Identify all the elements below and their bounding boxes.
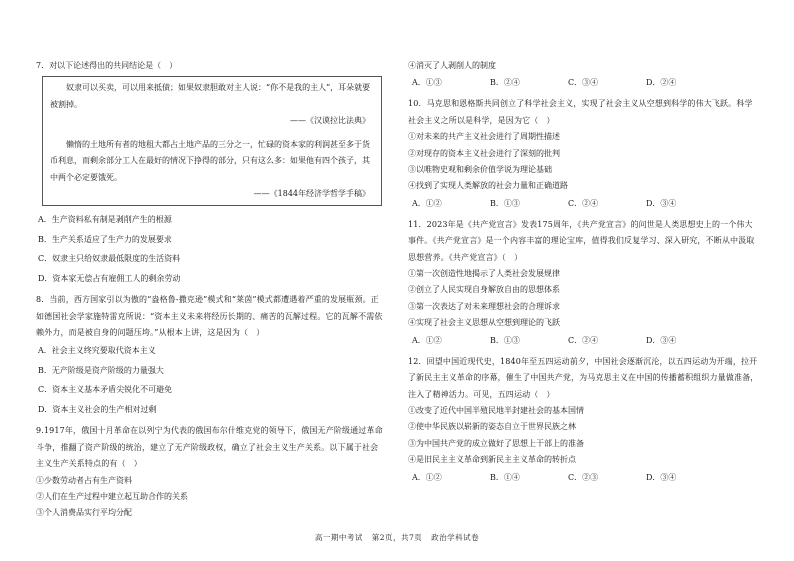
question-11 [408, 217, 760, 350]
question-10-statement-4: ④找到了实现人类解放的社会力量和正确道路 [408, 181, 568, 191]
question-10-stem: 10．马克思和恩格斯共同创立了科学社会主义，实现了社会主义从空想到科学的伟大飞跃。科学社会主义之所以是科学，是因为它（ ） [408, 99, 753, 125]
question-11-statement-4: ④实现了社会主义思想从空想到理论的飞跃 [408, 318, 560, 328]
question-10-statement-3: ③以唯物史观和剩余价值学说为理论基础 [408, 165, 552, 175]
question-9-continued [408, 58, 760, 92]
question-11-statement-2: ②创立了人民实现自身解放自由的思想体系 [408, 285, 560, 295]
question-10-statement-1: ①对未来的共产主义社会进行了周期性描述 [408, 132, 560, 142]
question-10-choices [408, 195, 760, 213]
question-11-statement-1: ①第一次创造性地揭示了人类社会发展规律 [408, 269, 560, 279]
material-source-2: ——《1844年经济学哲学手稿》 [253, 189, 370, 199]
choice-b: B．①④ [490, 472, 520, 482]
question-12 [408, 354, 760, 487]
question-9 [36, 423, 386, 521]
footer-subject: 政治学科试卷 [431, 533, 480, 542]
question-7-option-c: C．奴隶主只给奴隶最低限度的生活资料 [38, 254, 181, 264]
question-9-stem: 9.1917年，俄国十月革命在以列宁为代表的俄国布尔什维克党的领导下，俄国无产阶级通过革命斗争，推翻了资产阶级的统治，建立了无产阶级政权，确立了社会主义生产关系。以下属于社会主义生产关系特点的有（ ） [36, 426, 383, 469]
question-12-statement-1: ①改变了近代中国半殖民地半封建社会的基本国情 [408, 405, 584, 415]
choice-b: B．②④ [490, 78, 520, 88]
footer-exam-name: 高一期中考试 [314, 533, 363, 542]
question-12-statement-2: ②使中华民族以崭新的姿态自立于世界民族之林 [408, 422, 576, 432]
choice-b: B．①③ [490, 198, 520, 208]
question-8-option-d: D．资本主义社会的生产相对过剩 [38, 404, 157, 414]
choice-d: D．②④ [646, 78, 677, 88]
question-9-choices [408, 74, 760, 92]
choice-c: C．②④ [568, 198, 599, 208]
question-8-option-c: C．资本主义基本矛盾尖锐化不可避免 [38, 385, 173, 395]
question-12-choices [408, 469, 760, 487]
choice-c: C．②③ [568, 472, 599, 482]
material-quote-2: 懒惰的土地所有者的地租大都占土地产品的三分之一，忙碌的资本家的利润甚至多于货币利息，而剩余部分工人在最好的情况下挣得的部分，只有这么多：如果他有四个孩子，其中两个必定要饿死。 [50, 140, 370, 182]
left-column [36, 58, 386, 522]
question-8-stem: 8．当前，西方国家引以为傲的“盎格鲁-撒克逊”模式和“莱茵”模式都遭遇着严重的发展瓶颈。正如德国社会学家施特雷克所说：“资本主义未来将经历长期的、痛苦的瓦解过程。它的瓦解不需依赖外力，而是被自身的问题压垮。”从根本上讲，这是因为（ ） [36, 295, 383, 338]
question-8 [36, 292, 386, 419]
question-11-statement-3: ③第一次表达了对未来理想社会的合理诉求 [408, 301, 560, 311]
choice-d: D．③④ [646, 472, 677, 482]
choice-c: C．②④ [568, 335, 599, 345]
material-source-1: ——《汉谟拉比法典》 [290, 116, 370, 126]
choice-a: A．①② [412, 472, 442, 482]
question-9-statement-3: ③个人消费品实行平均分配 [36, 508, 132, 518]
question-7-stem: 7．对以下论述得出的共同结论是（ ） [36, 61, 178, 70]
question-12-statement-4: ④是旧民主主义革命到新民主主义革命的转折点 [408, 455, 576, 465]
choice-d: D．③④ [646, 198, 677, 208]
question-7 [36, 58, 386, 288]
page-footer [0, 532, 794, 543]
question-10-statement-2: ②对现存的资本主义社会进行了深刻的批判 [408, 148, 560, 158]
material-quote-1: 奴隶可以买卖，可以用来抵债；如果奴隶胆敢对主人说：“你不是我的主人”，耳朵就要被割掉。 [50, 83, 371, 109]
choice-b: B．①③ [490, 335, 520, 345]
question-9-statement-1: ①少数劳动者占有生产资料 [36, 475, 132, 485]
question-11-choices [408, 332, 760, 350]
question-11-stem: 11．2023年是《共产党宣言》发表175周年，《共产党宣言》的问世是人类思想史上的一个伟大事件。《共产党宣言》是一个内容丰富的理论宝库，值得我们反复学习、深入研究，不断从中汲取思想营养。《共产党宣言》（ ） [408, 219, 755, 262]
question-12-statement-3: ③为中国共产党的成立做好了思想上干部上的准备 [408, 438, 584, 448]
question-9-statement-2: ②人们在生产过程中建立起互助合作的关系 [36, 492, 188, 502]
question-8-option-b: B．无产阶级是资产阶级的力量强大 [38, 365, 164, 375]
question-7-material-box [42, 76, 382, 206]
choice-a: A．①② [412, 335, 442, 345]
question-10 [408, 96, 760, 212]
choice-a: A．①③ [412, 78, 442, 88]
footer-page-number: 第2页，共7页 [371, 533, 423, 542]
question-8-option-a: A．社会主义终究要取代资本主义 [38, 346, 156, 356]
choice-d: D．③④ [646, 335, 677, 345]
question-7-option-b: B．生产关系适应了生产力的发展要求 [38, 234, 172, 244]
choice-a: A．①② [412, 198, 442, 208]
question-7-option-d: D．资本家无偿占有雇佣工人的剩余劳动 [38, 273, 181, 283]
question-9-statement-4: ④消灭了人剥削人的制度 [408, 61, 496, 70]
question-12-stem: 12．回望中国近现代史，1840年至五四运动前夕，中国社会逐渐沉沦，以五四运动为开端，拉开了新民主主义革命的序幕，催生了中国共产党，为马克思主义在中国的传播蓄积组织力量做准备，注入了精神活力。可见，五四运动（ ） [408, 356, 759, 399]
right-column [408, 58, 760, 487]
material-spacer [50, 129, 374, 137]
choice-c: C．③④ [568, 78, 599, 88]
question-7-option-a: A．生产资料私有制是剥削产生的根源 [38, 215, 172, 225]
